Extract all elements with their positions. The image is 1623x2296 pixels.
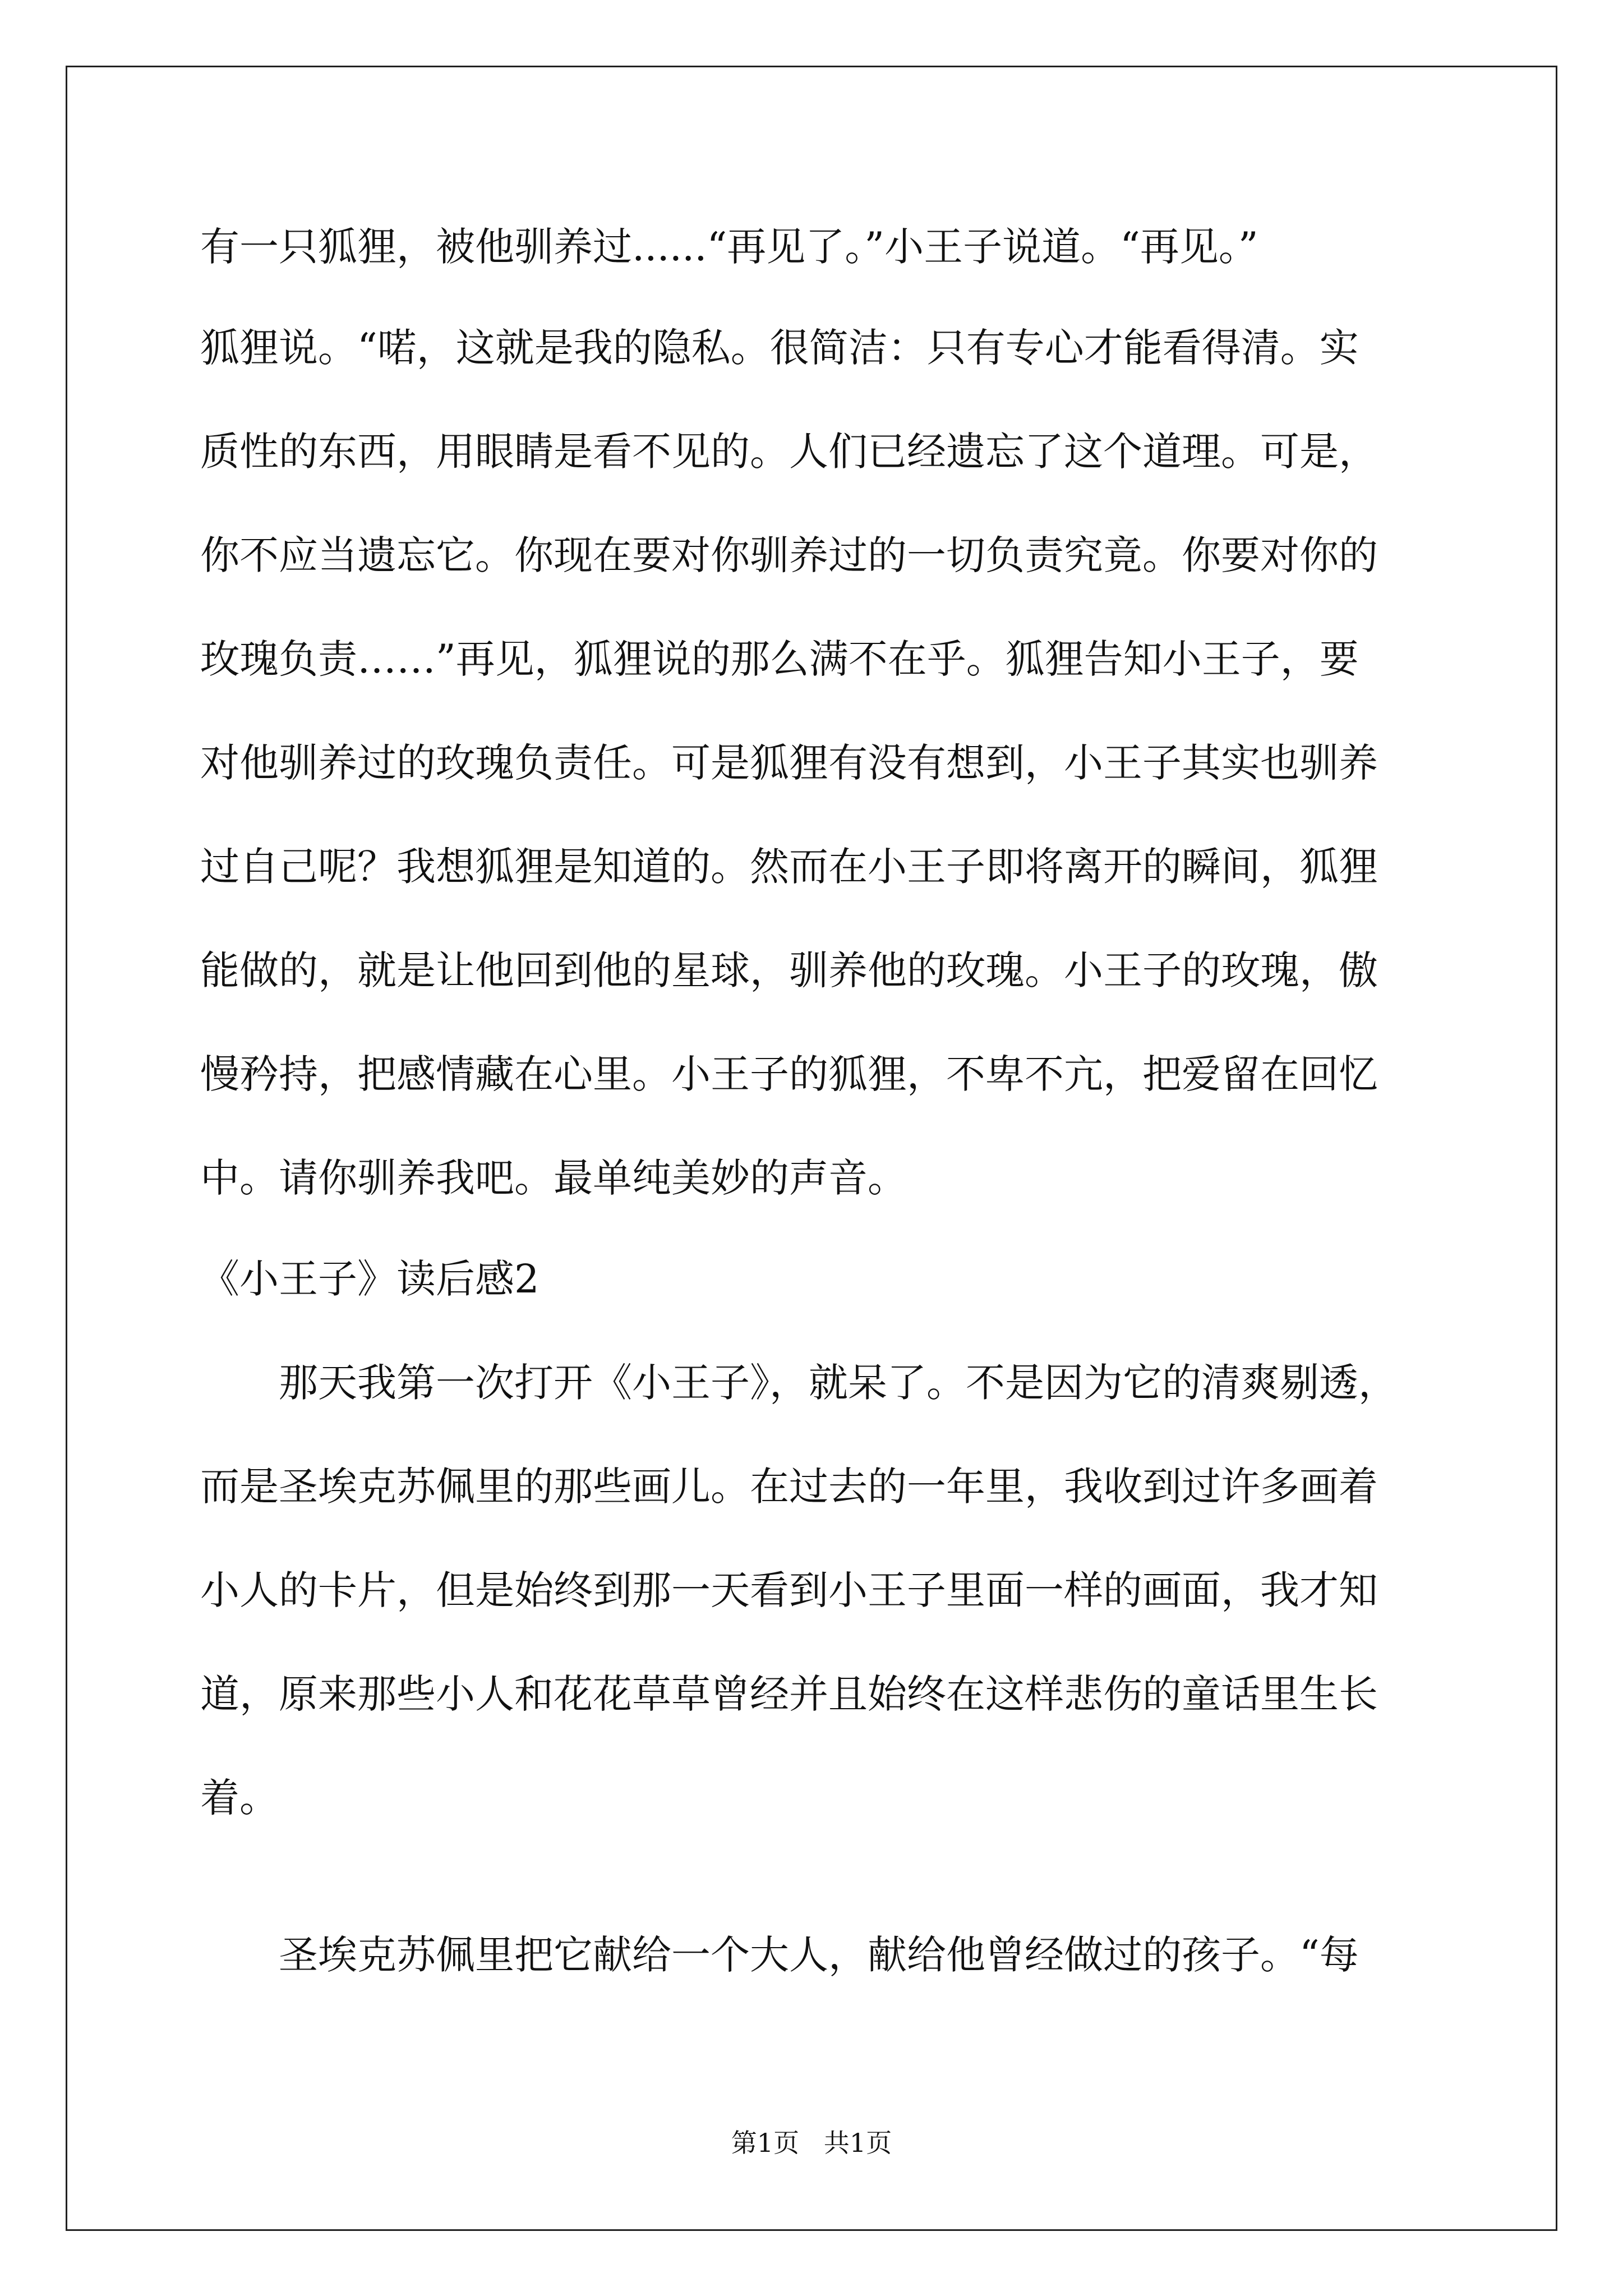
page-border bbox=[66, 66, 1557, 2231]
text-line: 小人的卡片，但是始终到那一天看到小王子里面一样的画面，我才知 bbox=[200, 1567, 1378, 1613]
text-line: 慢矜持，把感情藏在心里。小王子的狐狸，不卑不亢，把爱留在回忆 bbox=[200, 1051, 1378, 1097]
paragraph-first-line: 那天我第一次打开《小王子》，就呆了。不是因为它的清爽剔透， bbox=[279, 1360, 1398, 1406]
text-line: 玫瑰负责……”再见，狐狸说的那么满不在乎。狐狸告知小王子，要 bbox=[200, 636, 1359, 682]
text-line: 能做的，就是让他回到他的星球，驯养他的玫瑰。小王子的玫瑰，傲 bbox=[200, 947, 1378, 993]
page-footer: 第1页 共1页 bbox=[731, 2128, 892, 2158]
text-line: 过自己呢？我想狐狸是知道的。然而在小王子即将离开的瞬间，狐狸 bbox=[200, 844, 1378, 890]
text-line: 质性的东西，用眼睛是看不见的。人们已经遗忘了这个道理。可是， bbox=[200, 429, 1378, 475]
text-line: 着。 bbox=[200, 1775, 279, 1821]
text-line: 道，原来那些小人和花花草草曾经并且始终在这样悲伤的童话里生长 bbox=[200, 1671, 1378, 1717]
text-line: 有一只狐狸，被他驯养过......“再见了。”小王子说道。“再见。” bbox=[200, 224, 1258, 270]
section-heading: 《小王子》读后感2 bbox=[200, 1256, 540, 1302]
paragraph-first-line: 圣埃克苏佩里把它献给一个大人，献给他曾经做过的孩子。“每 bbox=[279, 1932, 1359, 1978]
text-line: 狐狸说。“喏，这就是我的隐私。很简洁：只有专心才能看得清。实 bbox=[200, 325, 1359, 371]
text-line: 而是圣埃克苏佩里的那些画儿。在过去的一年里，我收到过许多画着 bbox=[200, 1464, 1378, 1510]
text-line: 你不应当遗忘它。你现在要对你驯养过的一切负责究竟。你要对你的 bbox=[200, 532, 1378, 578]
text-line: 对他驯养过的玫瑰负责任。可是狐狸有没有想到，小王子其实也驯养 bbox=[200, 740, 1378, 786]
text-line: 中。请你驯养我吧。最单纯美妙的声音。 bbox=[200, 1155, 907, 1201]
